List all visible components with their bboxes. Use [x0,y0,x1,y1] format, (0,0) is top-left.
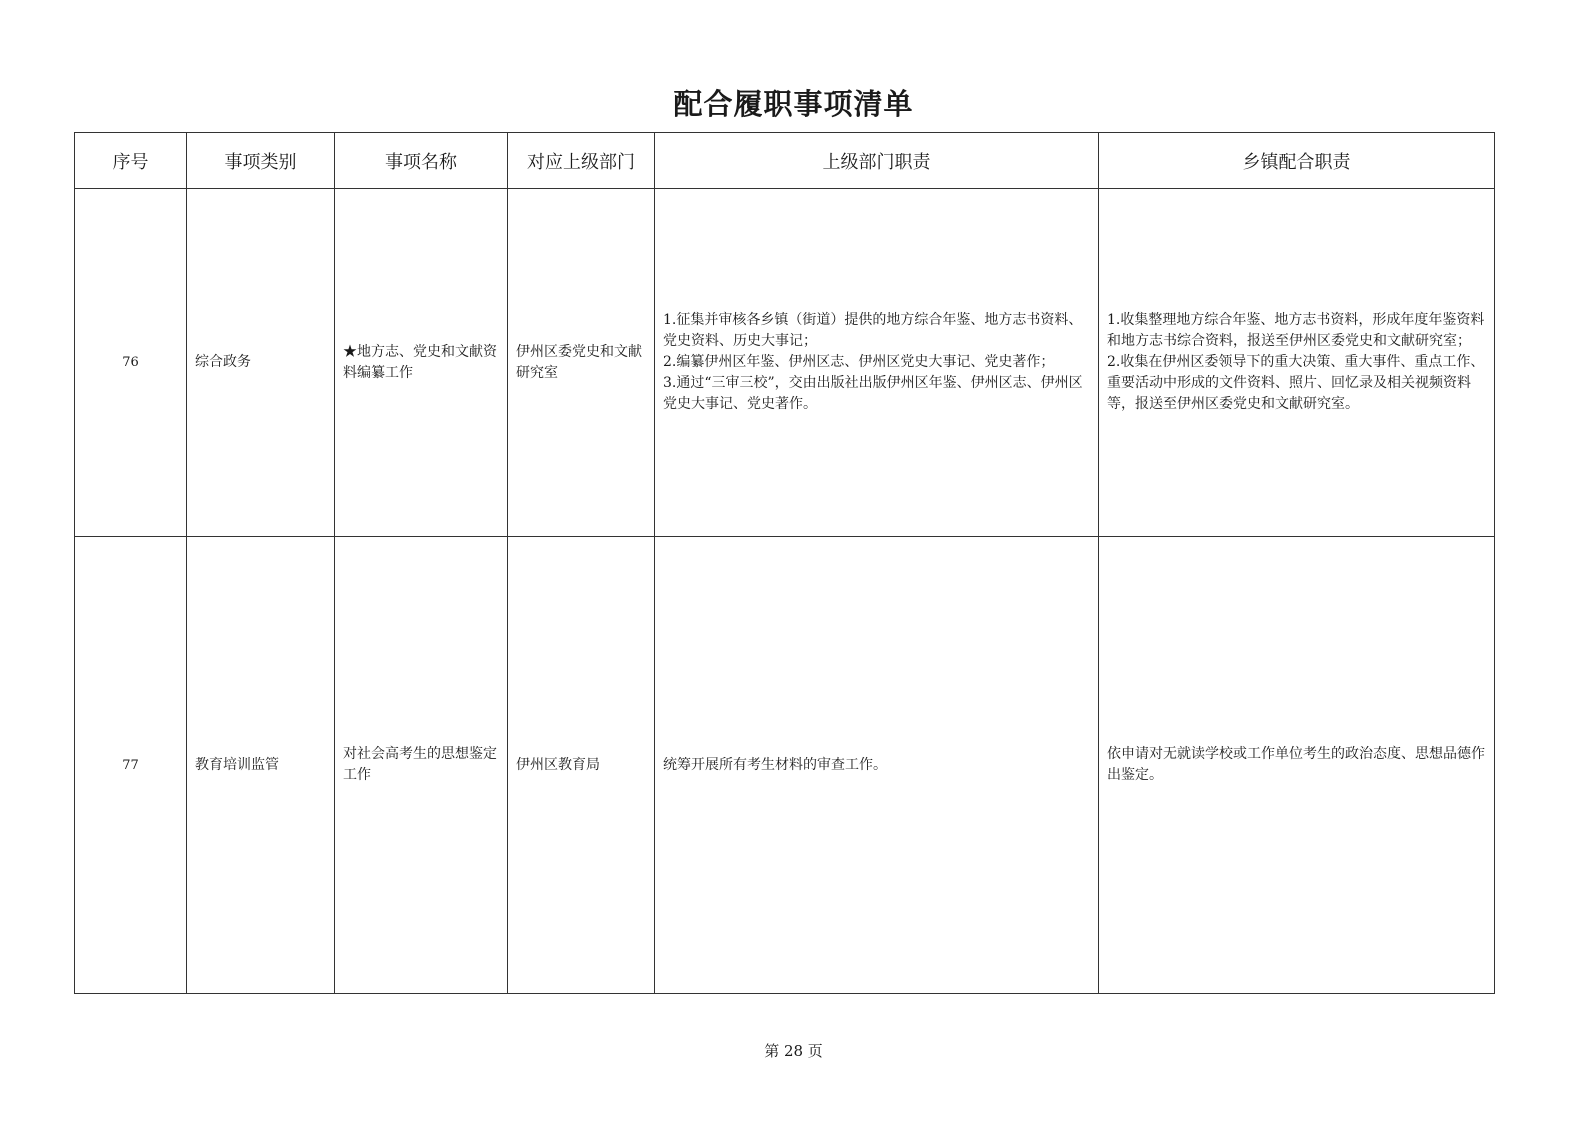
row-superior-duties [655,537,1099,994]
row-no: 76 [75,189,187,537]
row-no: 77 [75,537,187,994]
table-row [75,189,1495,537]
header-dept: 对应上级部门 [508,133,655,189]
header-superior-duties: 上级部门职责 [655,133,1099,189]
header-category: 事项类别 [187,133,335,189]
table-header-row [75,133,1495,189]
row-superior-duties [655,189,1099,537]
row-township-duties [1099,189,1495,537]
row-category: 综合政务 [187,189,335,537]
page-title: 配合履职事项清单 [673,87,914,121]
township-duty-line: 2.收集在伊州区委领导下的重大决策、重大事件、重点工作、重要活动中形成的文件资料、照片、回忆录及相关视频资料等，报送至伊州区委党史和文献研究室。 [1107,354,1485,412]
superior-duty-line: 统筹开展所有考生材料的审查工作。 [663,756,887,773]
superior-duty-line: 2.编纂伊州区年鉴、伊州区志、伊州区党史大事记、党史著作； [663,354,1055,370]
superior-duty-line: 1.征集并审核各乡镇（街道）提供的地方综合年鉴、地方志书资料、党史资料、历史大事记； [663,312,1083,349]
township-duty-line: 依申请对无就读学校或工作单位考生的政治态度、思想品德作出鉴定。 [1107,746,1485,783]
row-dept: 伊州区教育局 [508,537,655,994]
superior-duty-line: 3.通过“三审三校”，交由出版社出版伊州区年鉴、伊州区志、伊州区党史大事记、党史著作。 [663,375,1083,412]
duty-table [74,132,1495,994]
table-row [75,537,1495,994]
row-dept: 伊州区委党史和文献研究室 [508,189,655,537]
row-township-duties [1099,537,1495,994]
header-township-duties: 乡镇配合职责 [1099,133,1495,189]
header-no: 序号 [75,133,187,189]
header-name: 事项名称 [335,133,508,189]
row-name: 对社会高考生的思想鉴定工作 [335,537,508,994]
row-name: ★地方志、党史和文献资料编纂工作 [335,189,508,537]
township-duty-line: 1.收集整理地方综合年鉴、地方志书资料，形成年度年鉴资料和地方志书综合资料，报送至伊州区委党史和文献研究室； [1107,312,1485,349]
page-number: 第 28 页 [764,1042,823,1060]
row-category: 教育培训监管 [187,537,335,994]
